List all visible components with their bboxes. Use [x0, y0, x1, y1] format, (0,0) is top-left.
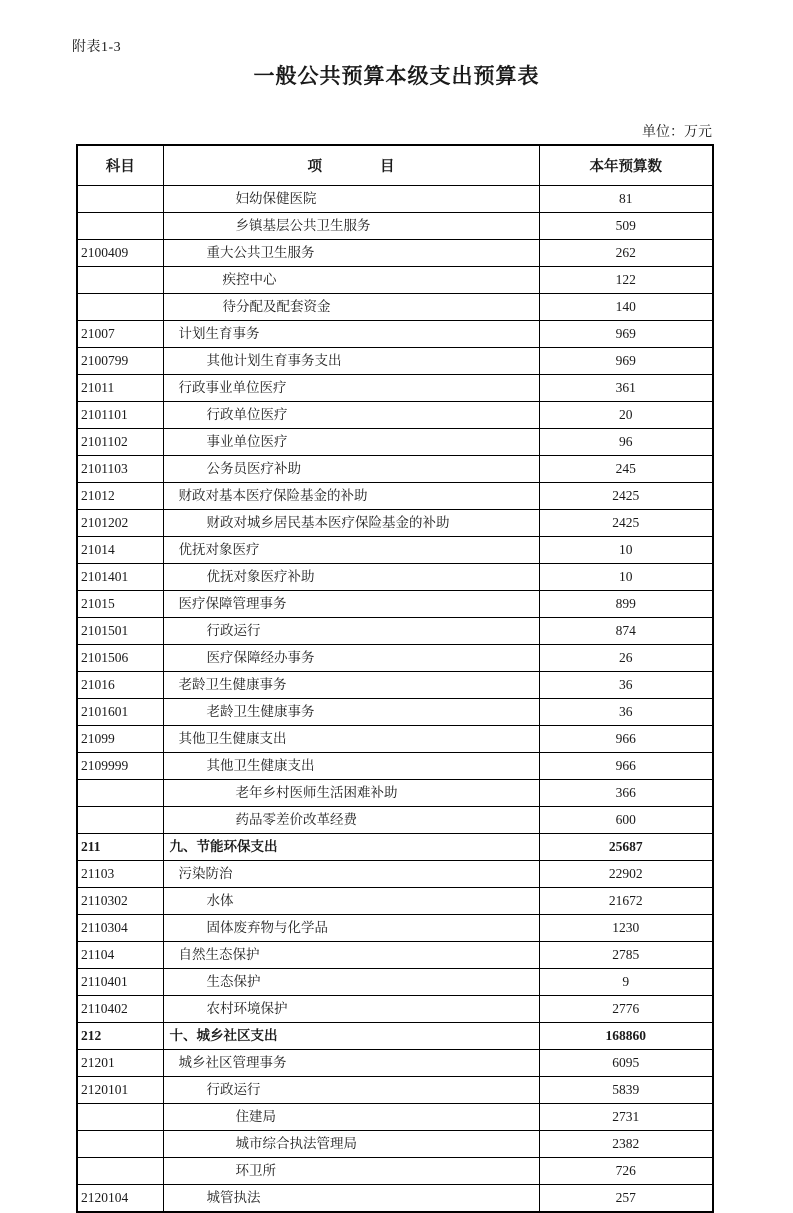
table-row — [77, 807, 713, 834]
subject-code-cell — [77, 294, 163, 321]
table-row — [77, 699, 713, 726]
subject-code-cell: 2120101 — [77, 1077, 163, 1104]
amount-cell: 25687 — [539, 834, 713, 861]
header-subject: 科目 — [77, 145, 163, 186]
item-name-cell: 优抚对象医疗补助 — [163, 564, 539, 591]
subject-code-cell: 21007 — [77, 321, 163, 348]
item-name-cell: 医疗保障经办事务 — [163, 645, 539, 672]
amount-cell: 36 — [539, 672, 713, 699]
item-name-cell: 财政对城乡居民基本医疗保险基金的补助 — [163, 510, 539, 537]
item-name-cell: 行政运行 — [163, 1077, 539, 1104]
subject-code-cell — [77, 1131, 163, 1158]
amount-cell: 899 — [539, 591, 713, 618]
table-row — [77, 672, 713, 699]
subject-code-cell: 2110302 — [77, 888, 163, 915]
table-row — [77, 726, 713, 753]
subject-code-cell — [77, 267, 163, 294]
table-row — [77, 348, 713, 375]
table-row — [77, 429, 713, 456]
item-name-cell: 城管执法 — [163, 1185, 539, 1213]
amount-cell: 6095 — [539, 1050, 713, 1077]
item-name-cell: 计划生育事务 — [163, 321, 539, 348]
amount-cell: 969 — [539, 321, 713, 348]
table-row — [77, 753, 713, 780]
table-row — [77, 780, 713, 807]
amount-cell: 966 — [539, 726, 713, 753]
item-name-cell: 农村环境保护 — [163, 996, 539, 1023]
amount-cell: 245 — [539, 456, 713, 483]
amount-cell: 36 — [539, 699, 713, 726]
subject-code-cell: 2101506 — [77, 645, 163, 672]
amount-cell: 2425 — [539, 483, 713, 510]
item-name-cell: 生态保护 — [163, 969, 539, 996]
header-item: 项 目 — [163, 145, 539, 186]
amount-cell: 140 — [539, 294, 713, 321]
subject-code-cell — [77, 186, 163, 213]
amount-cell: 600 — [539, 807, 713, 834]
item-name-cell: 财政对基本医疗保险基金的补助 — [163, 483, 539, 510]
item-name-cell: 老年乡村医师生活困难补助 — [163, 780, 539, 807]
table-row — [77, 645, 713, 672]
table-row — [77, 402, 713, 429]
subject-code-cell: 2100799 — [77, 348, 163, 375]
amount-cell: 257 — [539, 1185, 713, 1213]
item-name-cell: 老龄卫生健康事务 — [163, 672, 539, 699]
amount-cell: 96 — [539, 429, 713, 456]
item-name-cell: 医疗保障管理事务 — [163, 591, 539, 618]
subject-code-cell — [77, 807, 163, 834]
subject-code-cell: 2101202 — [77, 510, 163, 537]
amount-cell: 22902 — [539, 861, 713, 888]
subject-code-cell: 2109999 — [77, 753, 163, 780]
table-row — [77, 942, 713, 969]
item-name-cell: 住建局 — [163, 1104, 539, 1131]
item-name-cell: 事业单位医疗 — [163, 429, 539, 456]
table-row — [77, 1077, 713, 1104]
subject-code-cell: 2110304 — [77, 915, 163, 942]
table-row — [77, 321, 713, 348]
amount-cell: 361 — [539, 375, 713, 402]
item-name-cell: 污染防治 — [163, 861, 539, 888]
subject-code-cell — [77, 1104, 163, 1131]
amount-cell: 122 — [539, 267, 713, 294]
table-row — [77, 1185, 713, 1213]
unit-note: 单位：万元 — [642, 125, 712, 140]
amount-cell: 10 — [539, 564, 713, 591]
table-row — [77, 1104, 713, 1131]
amount-cell: 21672 — [539, 888, 713, 915]
item-name-cell: 行政单位医疗 — [163, 402, 539, 429]
amount-cell: 10 — [539, 537, 713, 564]
subject-code-cell: 2110402 — [77, 996, 163, 1023]
item-name-cell: 其他计划生育事务支出 — [163, 348, 539, 375]
item-name-cell: 其他卫生健康支出 — [163, 753, 539, 780]
amount-cell: 5839 — [539, 1077, 713, 1104]
page-title: 一般公共预算本级支出预算表 — [253, 64, 540, 88]
table-row — [77, 915, 713, 942]
table-row — [77, 456, 713, 483]
amount-cell: 262 — [539, 240, 713, 267]
subject-code-cell — [77, 780, 163, 807]
subject-code-cell: 212 — [77, 1023, 163, 1050]
table-row — [77, 1131, 713, 1158]
item-name-cell: 城市综合执法管理局 — [163, 1131, 539, 1158]
amount-cell: 168860 — [539, 1023, 713, 1050]
amount-cell: 874 — [539, 618, 713, 645]
subject-code-cell: 211 — [77, 834, 163, 861]
table-row — [77, 1023, 713, 1050]
table-row — [77, 510, 713, 537]
amount-cell: 81 — [539, 186, 713, 213]
item-name-cell: 待分配及配套资金 — [163, 294, 539, 321]
table-row — [77, 240, 713, 267]
table-row — [77, 213, 713, 240]
amount-cell: 966 — [539, 753, 713, 780]
table-row — [77, 591, 713, 618]
amount-cell: 2425 — [539, 510, 713, 537]
item-name-cell: 行政运行 — [163, 618, 539, 645]
item-name-cell: 水体 — [163, 888, 539, 915]
subject-code-cell: 21016 — [77, 672, 163, 699]
amount-cell: 9 — [539, 969, 713, 996]
item-name-cell: 其他卫生健康支出 — [163, 726, 539, 753]
item-name-cell: 疾控中心 — [163, 267, 539, 294]
subject-code-cell: 2110401 — [77, 969, 163, 996]
table-row — [77, 186, 713, 213]
item-name-cell: 行政事业单位医疗 — [163, 375, 539, 402]
item-name-cell: 固体废弃物与化学品 — [163, 915, 539, 942]
appendix-label: 附表1-3 — [72, 40, 122, 55]
item-name-cell: 妇幼保健医院 — [163, 186, 539, 213]
subject-code-cell: 2101501 — [77, 618, 163, 645]
subject-code-cell: 21201 — [77, 1050, 163, 1077]
amount-cell: 366 — [539, 780, 713, 807]
item-name-cell: 十、城乡社区支出 — [163, 1023, 539, 1050]
item-name-cell: 环卫所 — [163, 1158, 539, 1185]
item-name-cell: 城乡社区管理事务 — [163, 1050, 539, 1077]
subject-code-cell: 2101103 — [77, 456, 163, 483]
table-row — [77, 1050, 713, 1077]
table-row — [77, 294, 713, 321]
table-row — [77, 375, 713, 402]
subject-code-cell: 21012 — [77, 483, 163, 510]
table-row — [77, 969, 713, 996]
table-row — [77, 888, 713, 915]
table-body — [77, 186, 713, 1213]
subject-code-cell: 2101102 — [77, 429, 163, 456]
table-row — [77, 564, 713, 591]
table-row — [77, 618, 713, 645]
table-row — [77, 537, 713, 564]
amount-cell: 2785 — [539, 942, 713, 969]
amount-cell: 1230 — [539, 915, 713, 942]
budget-table — [76, 144, 714, 1213]
amount-cell: 26 — [539, 645, 713, 672]
amount-cell: 2776 — [539, 996, 713, 1023]
subject-code-cell: 2101401 — [77, 564, 163, 591]
table-row — [77, 996, 713, 1023]
subject-code-cell: 21099 — [77, 726, 163, 753]
subject-code-cell — [77, 213, 163, 240]
amount-cell: 726 — [539, 1158, 713, 1185]
item-name-cell: 重大公共卫生服务 — [163, 240, 539, 267]
table-header-row — [77, 145, 713, 186]
subject-code-cell: 21103 — [77, 861, 163, 888]
amount-cell: 2731 — [539, 1104, 713, 1131]
item-name-cell: 乡镇基层公共卫生服务 — [163, 213, 539, 240]
subject-code-cell: 21104 — [77, 942, 163, 969]
table-row — [77, 1158, 713, 1185]
amount-cell: 969 — [539, 348, 713, 375]
subject-code-cell: 21014 — [77, 537, 163, 564]
subject-code-cell: 21011 — [77, 375, 163, 402]
subject-code-cell: 2120104 — [77, 1185, 163, 1213]
table-row — [77, 861, 713, 888]
amount-cell: 509 — [539, 213, 713, 240]
header-amount: 本年预算数 — [539, 145, 713, 186]
subject-code-cell: 2100409 — [77, 240, 163, 267]
item-name-cell: 九、节能环保支出 — [163, 834, 539, 861]
amount-cell: 20 — [539, 402, 713, 429]
subject-code-cell: 2101101 — [77, 402, 163, 429]
subject-code-cell — [77, 1158, 163, 1185]
table-row — [77, 267, 713, 294]
subject-code-cell: 21015 — [77, 591, 163, 618]
item-name-cell: 自然生态保护 — [163, 942, 539, 969]
item-name-cell: 药品零差价改革经费 — [163, 807, 539, 834]
table-row — [77, 483, 713, 510]
table-row — [77, 834, 713, 861]
item-name-cell: 公务员医疗补助 — [163, 456, 539, 483]
item-name-cell: 优抚对象医疗 — [163, 537, 539, 564]
amount-cell: 2382 — [539, 1131, 713, 1158]
subject-code-cell: 2101601 — [77, 699, 163, 726]
item-name-cell: 老龄卫生健康事务 — [163, 699, 539, 726]
